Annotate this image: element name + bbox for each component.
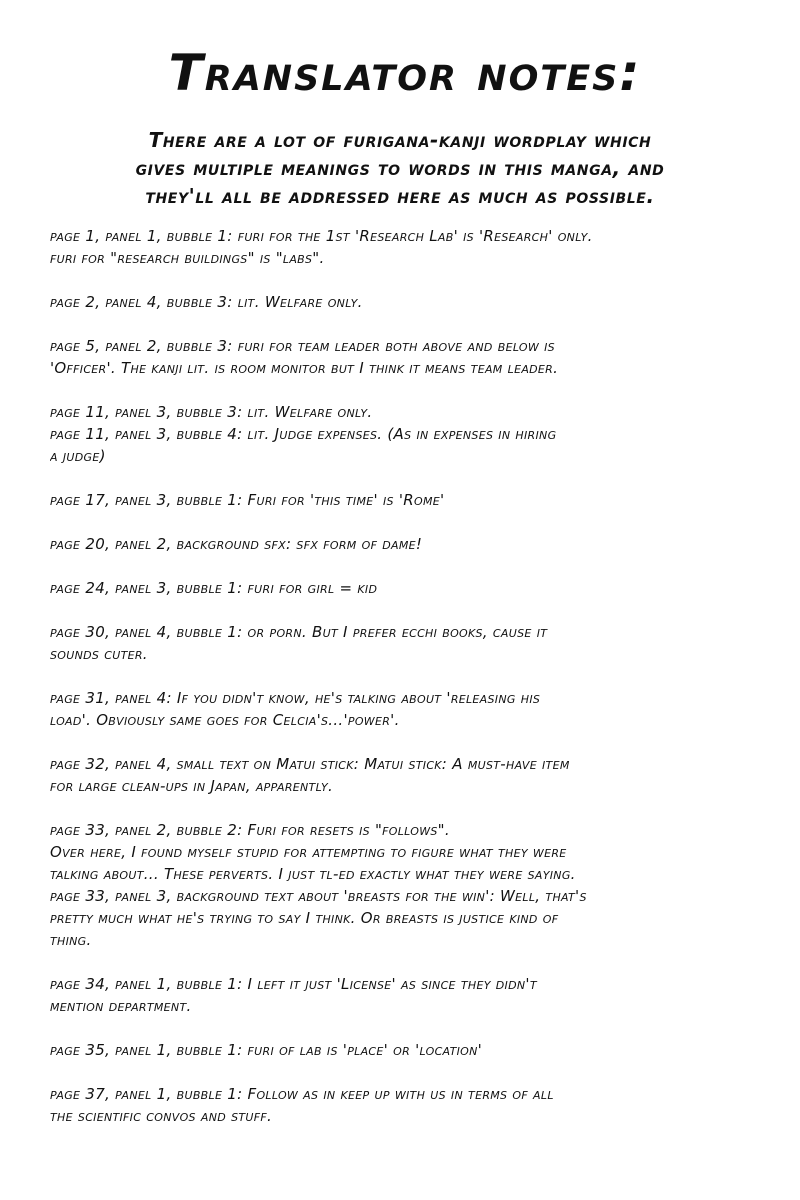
- note-line: mention department.: [50, 997, 192, 1015]
- note-line: 'Officer'. The kanji lit. is room monitor but I think it means team leader.: [50, 359, 559, 377]
- note-line: page 20, panel 2, background sfx: sfx form of dame!: [50, 535, 423, 553]
- note-line: Over here, I found myself stupid for attempting to figure what they were: [50, 843, 567, 861]
- note-line: page 2, panel 4, bubble 3: lit. Welfare only.: [50, 293, 363, 311]
- note-line: page 5, panel 2, bubble 3: furi for team leader both above and below is: [50, 337, 555, 355]
- note-paragraph: [50, 225, 750, 269]
- note-line: page 31, panel 4: If you didn't know, he's talking about 'releasing his: [50, 689, 541, 707]
- note-line: the scientific convos and stuff.: [50, 1107, 273, 1125]
- note-paragraph: [50, 973, 750, 1017]
- note-line: thing.: [50, 931, 92, 949]
- note-line: page 32, panel 4, small text on Matui stick: Matui stick: A must-have item: [50, 755, 570, 773]
- note-paragraph: [50, 401, 750, 467]
- note-line: page 11, panel 3, bubble 4: lit. Judge expenses. (As in expenses in hiring: [50, 425, 557, 443]
- note-paragraph: [50, 1039, 750, 1061]
- note-paragraph: [50, 577, 750, 599]
- note-paragraph: [50, 1083, 750, 1127]
- note-paragraph: [50, 335, 750, 379]
- note-line: page 30, panel 4, bubble 1: or porn. But I prefer ecchi books, cause it: [50, 623, 548, 641]
- note-line: page 24, panel 3, bubble 1: furi for girl = kid: [50, 579, 378, 597]
- note-line: page 33, panel 3, background text about 'breasts for the win': Well, that's: [50, 887, 587, 905]
- page-title: Translator notes:: [168, 44, 642, 102]
- note-line: page 34, panel 1, bubble 1: I left it just 'License' as since they didn't: [50, 975, 537, 993]
- note-paragraph: [50, 687, 750, 731]
- note-line: pretty much what he's trying to say I think. Or breasts is justice kind of: [50, 909, 559, 927]
- note-paragraph: [50, 819, 750, 951]
- note-line: page 17, panel 3, bubble 1: Furi for 'this time' is 'Rome': [50, 491, 445, 509]
- intro-line: gives multiple meanings to words in this manga, and: [135, 156, 665, 180]
- note-line: page 35, panel 1, bubble 1: furi of lab is 'place' or 'location': [50, 1041, 483, 1059]
- intro-paragraph: [58, 126, 742, 210]
- note-line: a judge): [50, 447, 106, 465]
- note-line: page 37, panel 1, bubble 1: Follow as in keep up with us in terms of all: [50, 1085, 554, 1103]
- note-line: for large clean-ups in Japan, apparently.: [50, 777, 334, 795]
- intro-line: There are a lot of furigana-kanji wordplay which: [148, 128, 652, 152]
- note-line: load'. Obviously same goes for Celcia's...'power'.: [50, 711, 400, 729]
- note-line: page 11, panel 3, bubble 3: lit. Welfare only.: [50, 403, 373, 421]
- note-line: sounds cuter.: [50, 645, 148, 663]
- note-paragraph: [50, 753, 750, 797]
- note-line: furi for "research buildings" is "labs".: [50, 249, 325, 267]
- notes-list: [50, 225, 760, 1127]
- note-line: page 1, panel 1, bubble 1: furi for the 1st 'Research Lab' is 'Research' only.: [50, 227, 593, 245]
- note-paragraph: [50, 489, 750, 511]
- note-paragraph: [50, 533, 750, 555]
- intro-line: they'll all be addressed here as much as possible.: [145, 184, 655, 208]
- note-paragraph: [50, 621, 750, 665]
- note-paragraph: [50, 291, 750, 313]
- note-line: talking about... These perverts. I just tl-ed exactly what they were saying.: [50, 865, 576, 883]
- note-line: page 33, panel 2, bubble 2: Furi for resets is "follows".: [50, 821, 450, 839]
